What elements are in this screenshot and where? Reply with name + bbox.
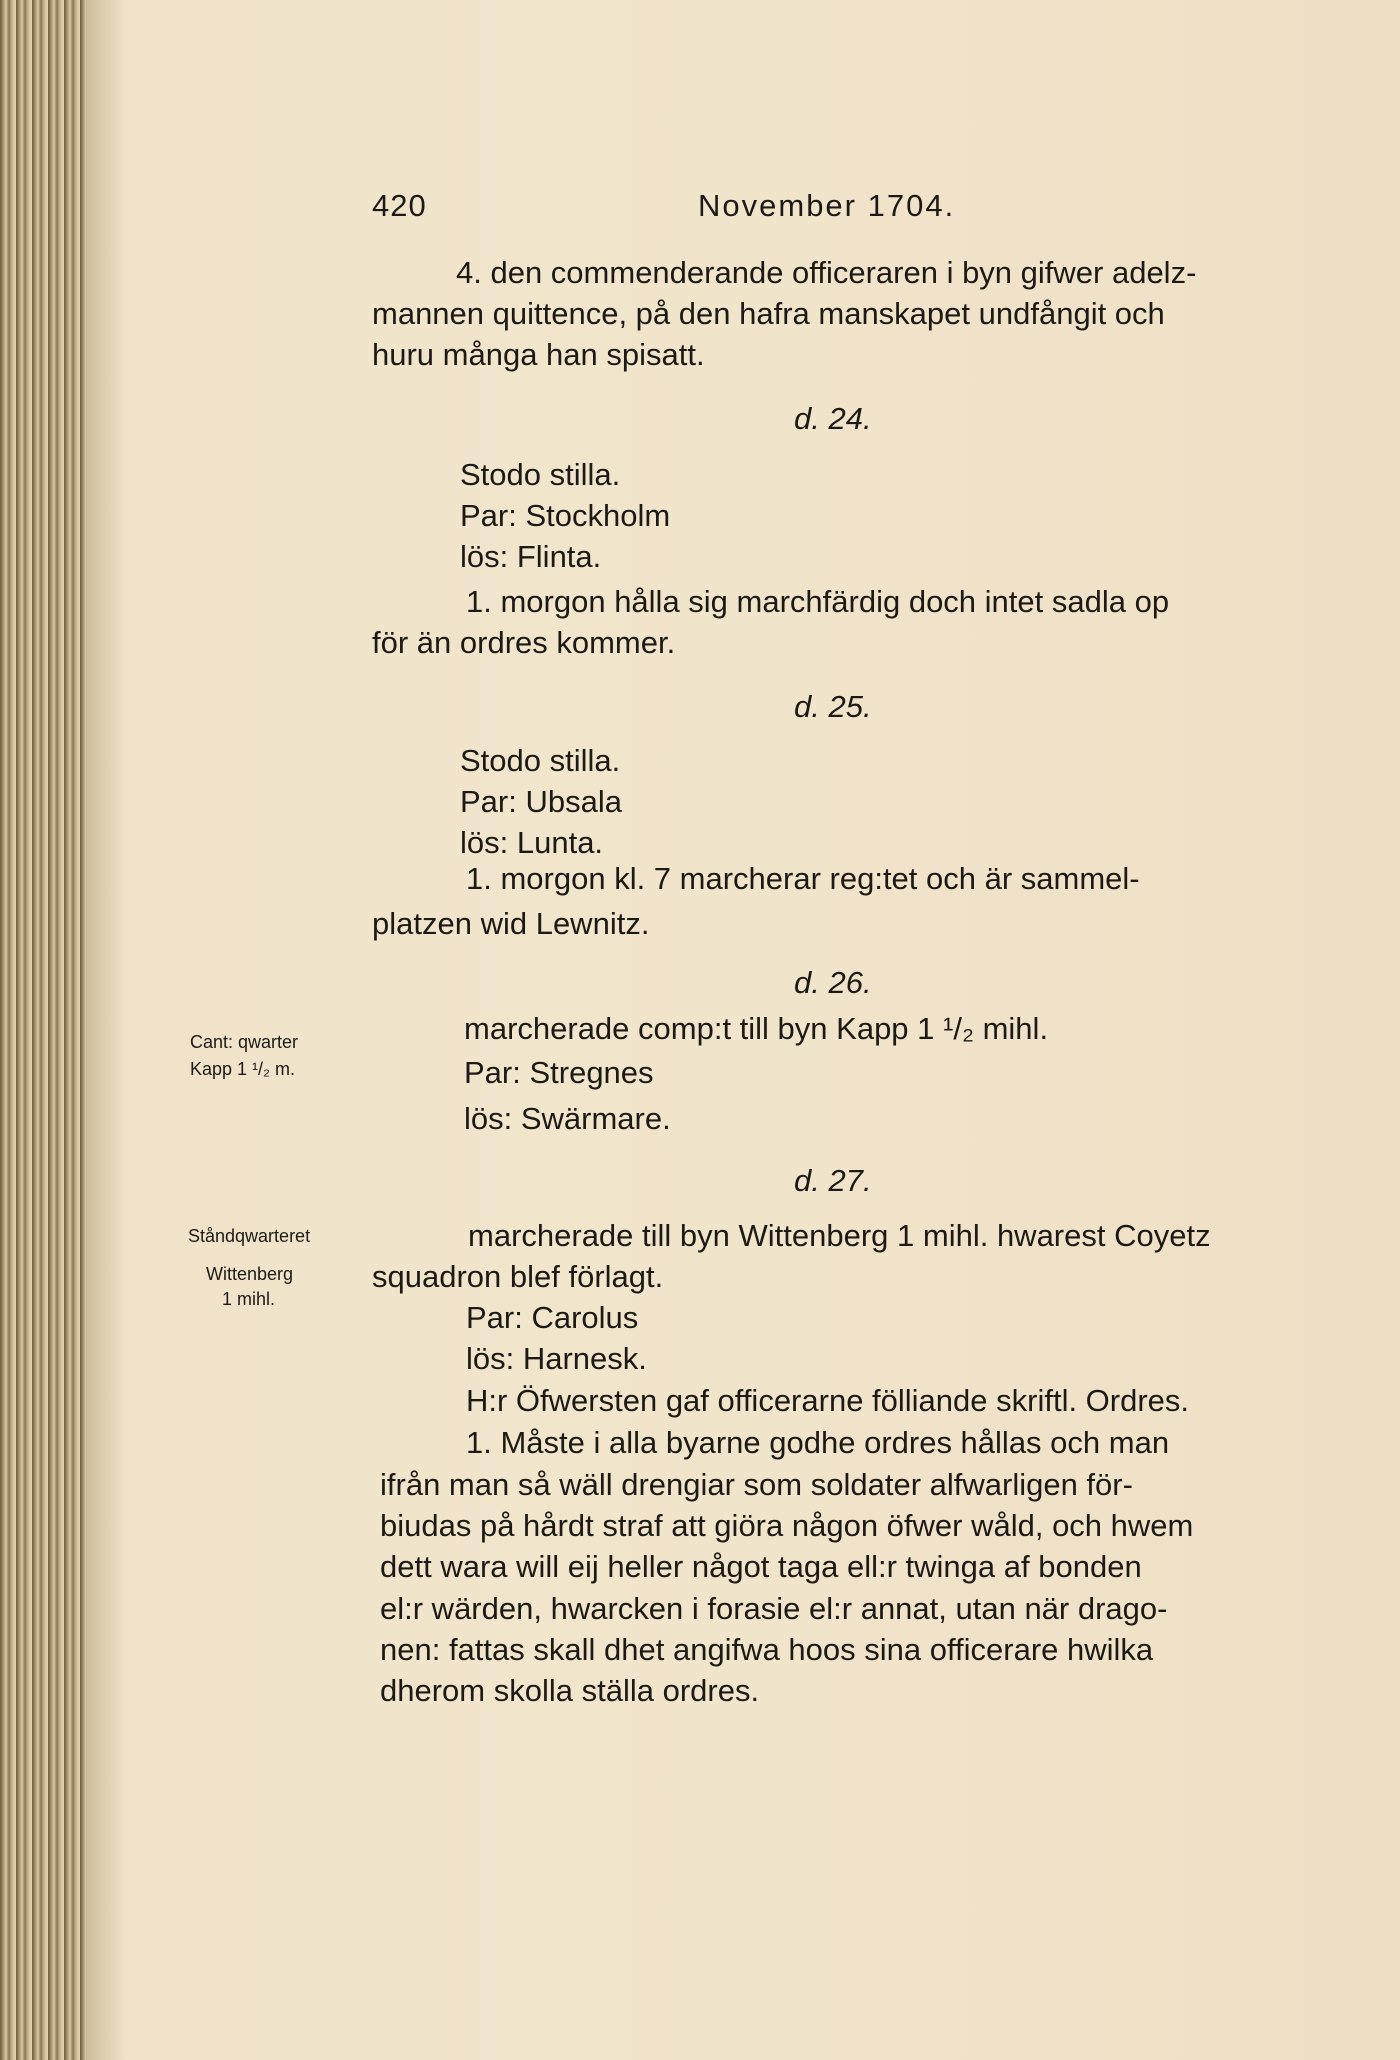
date-heading-24: d. 24. (794, 401, 872, 436)
entry-25-line-3: lös: Lunta. (460, 825, 604, 860)
entry-27-line-8: biudas på hårdt straf att giöra någon öfwer wåld, och hwem (380, 1508, 1194, 1543)
entry-27-line-1: marcherade till byn Wittenberg 1 mihl. hwarest Coyetz (468, 1218, 1211, 1253)
entry-25-line-5: platzen wid Lewnitz. (372, 906, 650, 941)
entry-26-line-2: Par: Stregnes (464, 1055, 654, 1090)
entry-26-line-3: lös: Swärmare. (464, 1101, 671, 1136)
entry-27-line-9: dett wara will eij heller något taga ell:r twinga af bonden (380, 1549, 1142, 1584)
date-heading-26: d. 26. (794, 965, 872, 1000)
margin-note-27-line-2: Wittenberg (206, 1264, 294, 1284)
entry-27-line-3: Par: Carolus (466, 1300, 639, 1335)
entry-24-line-1: Stodo stilla. (460, 457, 621, 492)
date-heading-25: d. 25. (794, 689, 872, 724)
entry-27-line-7: ifrån man så wäll drengiar som soldater alfwarligen för- (380, 1467, 1133, 1502)
entry-27-line-2: squadron blef förlagt. (372, 1259, 664, 1294)
entry-27-line-12: dherom skolla ställa ordres. (380, 1673, 760, 1708)
entry-24-line-4: 1. morgon hålla sig marchfärdig doch intet sadla op (466, 584, 1170, 619)
entry-27-line-6: 1. Måste i alla byarne godhe ordres hållas och man (466, 1425, 1170, 1460)
entry-25-line-4: 1. morgon kl. 7 marcherar reg:tet och är sammel- (466, 861, 1140, 896)
entry-25-line-2: Par: Ubsala (460, 784, 622, 819)
book-binding-edge (0, 0, 86, 2060)
entry-24-line-3: lös: Flinta. (460, 539, 602, 574)
margin-note-27-line-1: Ståndqwarteret (188, 1226, 311, 1246)
entry-27-line-10: el:r wärden, hwarcken i forasie el:r annat, utan när drago- (380, 1591, 1168, 1626)
margin-note-26-line-1: Cant: qwarter (190, 1032, 299, 1052)
intro-line-2: mannen quittence, på den hafra manskapet undfångit och (372, 296, 1165, 331)
running-title: November 1704. (698, 188, 956, 223)
margin-note-27-line-3: 1 mihl. (222, 1289, 276, 1309)
margin-note-26-line-2: Kapp 1 ¹/₂ m. (190, 1059, 296, 1079)
entry-27-line-11: nen: fattas skall dhet angifwa hoos sina officerare hwilka (380, 1632, 1154, 1667)
intro-line-1: 4. den commenderande officeraren i byn gifwer adelz- (456, 255, 1197, 290)
date-heading-27: d. 27. (794, 1163, 872, 1198)
entry-25-line-1: Stodo stilla. (460, 743, 621, 778)
page-number: 420 (372, 188, 427, 223)
entry-27-line-5: H:r Öfwersten gaf officerarne fölliande skriftl. Ordres. (466, 1383, 1190, 1418)
entry-24-line-5: för än ordres kommer. (372, 625, 676, 660)
entry-24-line-2: Par: Stockholm (460, 498, 671, 533)
entry-26-line-1: marcherade comp:t till byn Kapp 1 ¹/₂ mihl. (464, 1011, 1049, 1046)
entry-27-line-4: lös: Harnesk. (466, 1341, 647, 1376)
intro-line-3: huru många han spisatt. (372, 337, 705, 372)
binding-shadow (86, 0, 126, 2060)
